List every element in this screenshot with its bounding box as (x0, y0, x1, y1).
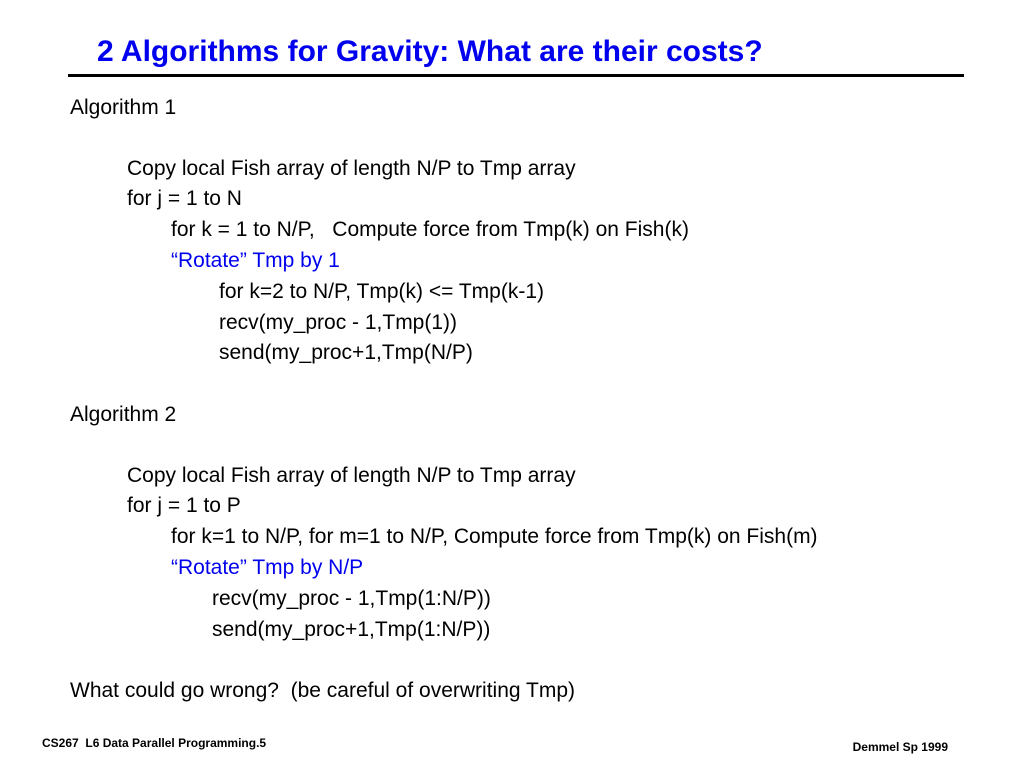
algorithm2-line-recv: recv(my_proc - 1,Tmp(1:N/P)) (212, 587, 491, 610)
algorithm2-heading: Algorithm 2 (70, 403, 177, 426)
algorithm2-line-inner-loop: for k=1 to N/P, for m=1 to N/P, Compute force from Tmp(k) on Fish(m) (171, 525, 818, 548)
algorithm1-heading: Algorithm 1 (70, 96, 177, 119)
footer-course-label: CS267 L6 Data Parallel Programming.5 (42, 736, 267, 750)
footer-author-label: Demmel Sp 1999 (852, 740, 948, 754)
algorithm1-line-rotate: “Rotate” Tmp by 1 (171, 249, 340, 272)
algorithm2-line-rotate: “Rotate” Tmp by N/P (171, 556, 364, 579)
algorithm2-line-outer-loop: for j = 1 to P (127, 494, 241, 517)
algorithm1-line-shift: for k=2 to N/P, Tmp(k) <= Tmp(k-1) (219, 280, 545, 303)
slide-title: 2 Algorithms for Gravity: What are their costs? (97, 35, 763, 68)
algorithm1-line-recv: recv(my_proc - 1,Tmp(1)) (219, 311, 458, 334)
algorithm2-line-copy: Copy local Fish array of length N/P to Tmp array (127, 464, 576, 487)
question-text: What could go wrong? (be careful of overwriting Tmp) (70, 679, 576, 702)
algorithm2-line-send: send(my_proc+1,Tmp(1:N/P)) (212, 618, 491, 641)
algorithm1-line-inner-loop: for k = 1 to N/P, Compute force from Tmp(k) on Fish(k) (171, 218, 689, 241)
algorithm1-line-send: send(my_proc+1,Tmp(N/P) (219, 341, 473, 364)
algorithm1-line-copy: Copy local Fish array of length N/P to Tmp array (127, 157, 576, 180)
algorithm1-line-outer-loop: for j = 1 to N (127, 187, 242, 210)
title-underline (68, 74, 964, 77)
